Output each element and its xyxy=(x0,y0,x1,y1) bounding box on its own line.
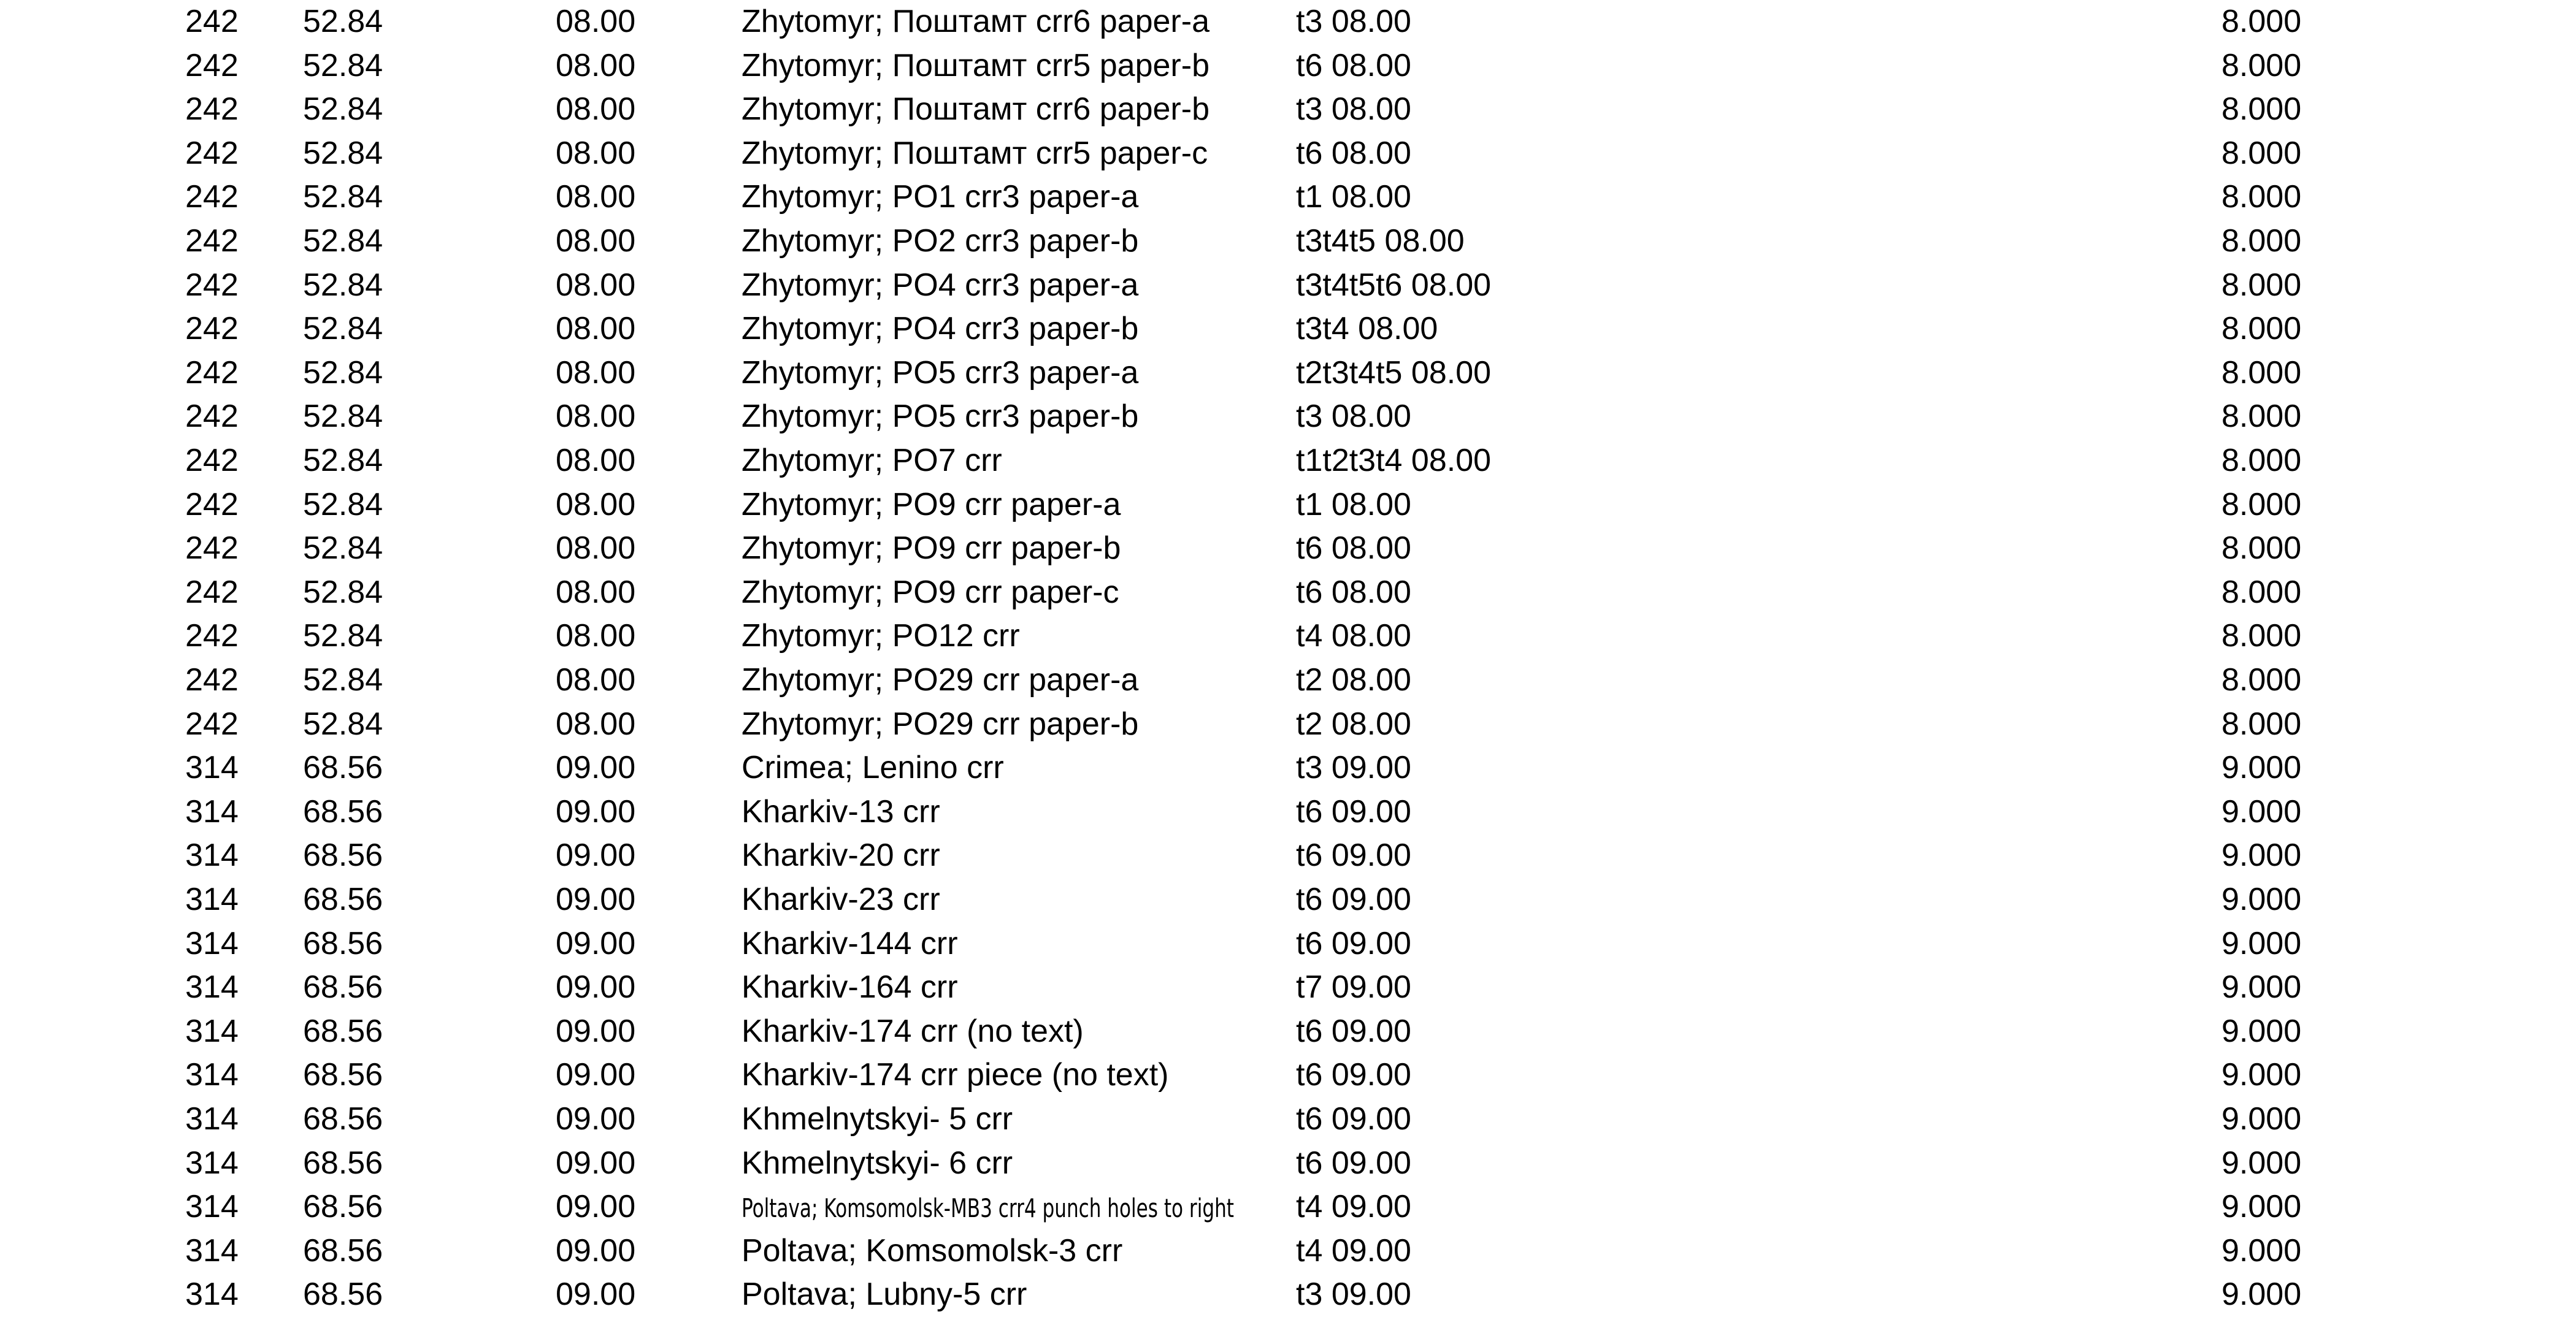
cell-price: 52.84 xyxy=(303,662,383,698)
cell-value: 8.000 xyxy=(2221,706,2302,742)
cell-value: 8.000 xyxy=(2221,443,2302,478)
cell-code: 242 xyxy=(185,706,239,742)
cell-type: t6 09.00 xyxy=(1296,838,1411,874)
table-row xyxy=(0,220,2576,264)
cell-denomination: 08.00 xyxy=(556,443,636,478)
cell-denomination: 08.00 xyxy=(556,354,636,391)
cell-value: 9.000 xyxy=(2221,1277,2302,1313)
cell-denomination: 08.00 xyxy=(556,618,636,654)
cell-price: 52.84 xyxy=(303,530,383,567)
cell-denomination: 09.00 xyxy=(556,882,636,917)
cell-price: 52.84 xyxy=(303,399,383,435)
table-row xyxy=(0,878,2576,922)
cell-description: Zhytomyr; PO9 crr paper-b xyxy=(742,530,1121,567)
cell-type: t6 09.00 xyxy=(1296,882,1411,917)
cell-code: 242 xyxy=(185,618,239,654)
cell-value: 8.000 xyxy=(2221,662,2302,698)
cell-denomination: 08.00 xyxy=(556,574,636,610)
cell-type: t1 08.00 xyxy=(1296,486,1411,522)
cell-value: 9.000 xyxy=(2221,1101,2302,1137)
cell-type: t1 08.00 xyxy=(1296,179,1411,215)
table-row xyxy=(0,1185,2576,1229)
table-row xyxy=(0,571,2576,615)
cell-code: 242 xyxy=(185,179,239,215)
cell-description: Crimea; Lenino crr xyxy=(742,750,1004,786)
table-row xyxy=(0,132,2576,176)
cell-price: 52.84 xyxy=(303,47,383,83)
cell-type: t6 08.00 xyxy=(1296,530,1411,567)
cell-description: Zhytomyr; PO7 crr xyxy=(742,443,1002,478)
table-row xyxy=(0,527,2576,571)
table-row xyxy=(0,175,2576,220)
cell-type: t6 08.00 xyxy=(1296,47,1411,83)
cell-value: 9.000 xyxy=(2221,750,2302,786)
cell-price: 52.84 xyxy=(303,443,383,478)
cell-description: Kharkiv-164 crr xyxy=(742,969,958,1006)
cell-code: 242 xyxy=(185,267,239,303)
cell-description: Zhytomyr; PO5 crr3 paper-b xyxy=(742,399,1139,435)
cell-type: t6 09.00 xyxy=(1296,925,1411,961)
cell-price: 52.84 xyxy=(303,574,383,610)
cell-price: 68.56 xyxy=(303,793,383,830)
cell-description: Poltava; Lubny-5 crr xyxy=(742,1277,1027,1313)
table-row xyxy=(0,351,2576,395)
cell-description: Zhytomyr; PO4 crr3 paper-b xyxy=(742,311,1139,347)
cell-denomination: 08.00 xyxy=(556,267,636,303)
cell-value: 8.000 xyxy=(2221,179,2302,215)
cell-description: Zhytomyr; PO9 crr paper-a xyxy=(742,486,1121,522)
cell-denomination: 08.00 xyxy=(556,530,636,567)
cell-type: t6 09.00 xyxy=(1296,1101,1411,1137)
cell-description: Zhytomyr; PO4 crr3 paper-a xyxy=(742,267,1139,303)
cell-price: 68.56 xyxy=(303,1013,383,1049)
cell-description: Zhytomyr; PO29 crr paper-b xyxy=(742,706,1139,742)
cell-price: 52.84 xyxy=(303,135,383,171)
cell-code: 242 xyxy=(185,530,239,567)
cell-description: Kharkiv-144 crr xyxy=(742,925,958,961)
table-row xyxy=(0,834,2576,878)
cell-code: 242 xyxy=(185,662,239,698)
cell-value: 9.000 xyxy=(2221,1145,2302,1181)
cell-code: 242 xyxy=(185,135,239,171)
table-row xyxy=(0,922,2576,966)
cell-code: 242 xyxy=(185,4,239,39)
cell-price: 52.84 xyxy=(303,91,383,128)
cell-code: 242 xyxy=(185,574,239,610)
cell-description: Zhytomyr; PO1 crr3 paper-a xyxy=(742,179,1139,215)
table-row xyxy=(0,966,2576,1010)
cell-code: 242 xyxy=(185,399,239,435)
cell-value: 8.000 xyxy=(2221,135,2302,171)
cell-type: t6 09.00 xyxy=(1296,1057,1411,1093)
cell-code: 242 xyxy=(185,223,239,259)
cell-code: 314 xyxy=(185,969,239,1006)
cell-price: 68.56 xyxy=(303,1145,383,1181)
cell-denomination: 08.00 xyxy=(556,706,636,742)
table-row xyxy=(0,439,2576,483)
cell-type: t3 08.00 xyxy=(1296,91,1411,128)
cell-price: 52.84 xyxy=(303,179,383,215)
cell-denomination: 08.00 xyxy=(556,662,636,698)
cell-value: 9.000 xyxy=(2221,882,2302,917)
cell-value: 9.000 xyxy=(2221,1189,2302,1225)
cell-denomination: 08.00 xyxy=(556,223,636,259)
cell-denomination: 09.00 xyxy=(556,1189,636,1225)
cell-denomination: 09.00 xyxy=(556,793,636,830)
cell-description: Zhytomyr; PO12 crr xyxy=(742,618,1020,654)
cell-price: 52.84 xyxy=(303,486,383,522)
cell-denomination: 09.00 xyxy=(556,838,636,874)
cell-value: 9.000 xyxy=(2221,793,2302,830)
cell-description: Kharkiv-20 crr xyxy=(742,838,940,874)
table-row xyxy=(0,307,2576,351)
cell-code: 242 xyxy=(185,47,239,83)
table-row xyxy=(0,1229,2576,1273)
cell-description: Zhytomyr; Поштамт crr6 paper-b xyxy=(742,91,1209,128)
cell-denomination: 09.00 xyxy=(556,1013,636,1049)
cell-description: Zhytomyr; PO5 crr3 paper-a xyxy=(742,354,1139,391)
cell-denomination: 08.00 xyxy=(556,179,636,215)
table-row xyxy=(0,658,2576,703)
cell-value: 8.000 xyxy=(2221,486,2302,522)
cell-denomination: 08.00 xyxy=(556,91,636,128)
table-row xyxy=(0,395,2576,439)
cell-type: t3 09.00 xyxy=(1296,750,1411,786)
cell-code: 242 xyxy=(185,443,239,478)
cell-denomination: 09.00 xyxy=(556,1101,636,1137)
cell-type: t4 09.00 xyxy=(1296,1189,1411,1225)
table-row xyxy=(0,1010,2576,1054)
table-row xyxy=(0,0,2576,44)
cell-type: t2t3t4t5 08.00 xyxy=(1296,354,1492,391)
cell-price: 52.84 xyxy=(303,267,383,303)
table-row xyxy=(0,790,2576,834)
cell-value: 9.000 xyxy=(2221,969,2302,1006)
cell-code: 242 xyxy=(185,311,239,347)
cell-code: 314 xyxy=(185,793,239,830)
cell-description: Khmelnytskyi- 6 crr xyxy=(742,1145,1013,1181)
cell-price: 68.56 xyxy=(303,882,383,917)
cell-denomination: 09.00 xyxy=(556,925,636,961)
cell-description: Zhytomyr; PO29 crr paper-a xyxy=(742,662,1139,698)
cell-code: 314 xyxy=(185,838,239,874)
cell-denomination: 09.00 xyxy=(556,1277,636,1313)
cell-description: Kharkiv-23 crr xyxy=(742,882,940,917)
cell-type: t3 08.00 xyxy=(1296,399,1411,435)
cell-type: t3t4 08.00 xyxy=(1296,311,1438,347)
cell-price: 52.84 xyxy=(303,706,383,742)
cell-code: 314 xyxy=(185,1101,239,1137)
cell-value: 8.000 xyxy=(2221,530,2302,567)
cell-description: Zhytomyr; Поштамт crr5 paper-b xyxy=(742,47,1209,83)
cell-denomination: 09.00 xyxy=(556,1057,636,1093)
table-row xyxy=(0,746,2576,790)
cell-code: 314 xyxy=(185,1013,239,1049)
cell-code: 314 xyxy=(185,1189,239,1225)
cell-value: 8.000 xyxy=(2221,354,2302,391)
cell-code: 314 xyxy=(185,925,239,961)
cell-code: 242 xyxy=(185,91,239,128)
cell-code: 314 xyxy=(185,750,239,786)
cell-type: t6 09.00 xyxy=(1296,793,1411,830)
table-row xyxy=(0,1142,2576,1186)
cell-description: Khmelnytskyi- 5 crr xyxy=(742,1101,1013,1137)
table-row xyxy=(0,1098,2576,1142)
cell-description: Zhytomyr; Поштамт crr5 paper-c xyxy=(742,135,1208,171)
cell-value: 8.000 xyxy=(2221,618,2302,654)
cell-code: 314 xyxy=(185,882,239,917)
table-row xyxy=(0,1053,2576,1098)
cell-value: 9.000 xyxy=(2221,1232,2302,1269)
cell-description: Zhytomyr; PO9 crr paper-c xyxy=(742,574,1119,610)
cell-value: 8.000 xyxy=(2221,91,2302,128)
cell-price: 68.56 xyxy=(303,838,383,874)
cell-price: 68.56 xyxy=(303,1101,383,1137)
cell-type: t2 08.00 xyxy=(1296,706,1411,742)
table-row xyxy=(0,44,2576,88)
cell-value: 9.000 xyxy=(2221,1057,2302,1093)
cell-price: 52.84 xyxy=(303,311,383,347)
cell-type: t7 09.00 xyxy=(1296,969,1411,1006)
cell-denomination: 09.00 xyxy=(556,969,636,1006)
cell-value: 8.000 xyxy=(2221,47,2302,83)
cell-type: t1t2t3t4 08.00 xyxy=(1296,443,1492,478)
table-row xyxy=(0,264,2576,308)
cell-value: 8.000 xyxy=(2221,574,2302,610)
cell-description: Zhytomyr; Поштамт crr6 paper-a xyxy=(742,4,1209,39)
cell-price: 68.56 xyxy=(303,1189,383,1225)
cell-description: Kharkiv-174 crr piece (no text) xyxy=(742,1057,1169,1093)
cell-code: 314 xyxy=(185,1145,239,1181)
table-row xyxy=(0,1273,2576,1317)
cell-description: Kharkiv-13 crr xyxy=(742,793,940,830)
cell-denomination: 08.00 xyxy=(556,4,636,39)
cell-code: 314 xyxy=(185,1232,239,1269)
cell-value: 8.000 xyxy=(2221,4,2302,39)
cell-description: Zhytomyr; PO2 crr3 paper-b xyxy=(742,223,1139,259)
cell-type: t2 08.00 xyxy=(1296,662,1411,698)
cell-type: t4 09.00 xyxy=(1296,1232,1411,1269)
cell-type: t6 08.00 xyxy=(1296,574,1411,610)
cell-description: Kharkiv-174 crr (no text) xyxy=(742,1013,1084,1049)
cell-price: 68.56 xyxy=(303,750,383,786)
cell-type: t3t4t5 08.00 xyxy=(1296,223,1465,259)
cell-price: 68.56 xyxy=(303,1057,383,1093)
cell-denomination: 09.00 xyxy=(556,750,636,786)
cell-price: 52.84 xyxy=(303,223,383,259)
cell-value: 8.000 xyxy=(2221,399,2302,435)
cell-type: t3 09.00 xyxy=(1296,1277,1411,1313)
cell-value: 8.000 xyxy=(2221,267,2302,303)
cell-price: 52.84 xyxy=(303,618,383,654)
cell-value: 9.000 xyxy=(2221,925,2302,961)
cell-type: t4 08.00 xyxy=(1296,618,1411,654)
cell-description-condensed-text: Poltava; Komsomolsk-MB3 crr4 punch holes to right xyxy=(742,1193,1234,1224)
cell-type: t6 09.00 xyxy=(1296,1145,1411,1181)
cell-price: 52.84 xyxy=(303,354,383,391)
cell-denomination: 09.00 xyxy=(556,1145,636,1181)
cell-denomination: 08.00 xyxy=(556,486,636,522)
cell-denomination: 09.00 xyxy=(556,1232,636,1269)
cell-price: 68.56 xyxy=(303,1232,383,1269)
cell-code: 314 xyxy=(185,1057,239,1093)
cell-denomination: 08.00 xyxy=(556,47,636,83)
cell-code: 242 xyxy=(185,354,239,391)
cell-type: t3 08.00 xyxy=(1296,4,1411,39)
cell-price: 68.56 xyxy=(303,969,383,1006)
cell-type: t6 09.00 xyxy=(1296,1013,1411,1049)
cell-value: 8.000 xyxy=(2221,311,2302,347)
cell-value: 9.000 xyxy=(2221,838,2302,874)
cell-denomination: 08.00 xyxy=(556,135,636,171)
cell-type: t3t4t5t6 08.00 xyxy=(1296,267,1492,303)
cell-price: 68.56 xyxy=(303,1277,383,1313)
cell-denomination: 08.00 xyxy=(556,311,636,347)
cell-price: 52.84 xyxy=(303,4,383,39)
cell-code: 314 xyxy=(185,1277,239,1313)
table-row xyxy=(0,703,2576,747)
cell-price: 68.56 xyxy=(303,925,383,961)
cell-type: t6 08.00 xyxy=(1296,135,1411,171)
table-row xyxy=(0,483,2576,527)
cell-description: Poltava; Komsomolsk-3 crr xyxy=(742,1232,1123,1269)
table-row xyxy=(0,614,2576,658)
table-row xyxy=(0,88,2576,132)
cell-value: 9.000 xyxy=(2221,1013,2302,1049)
cell-code: 242 xyxy=(185,486,239,522)
cell-value: 8.000 xyxy=(2221,223,2302,259)
cell-denomination: 08.00 xyxy=(556,399,636,435)
